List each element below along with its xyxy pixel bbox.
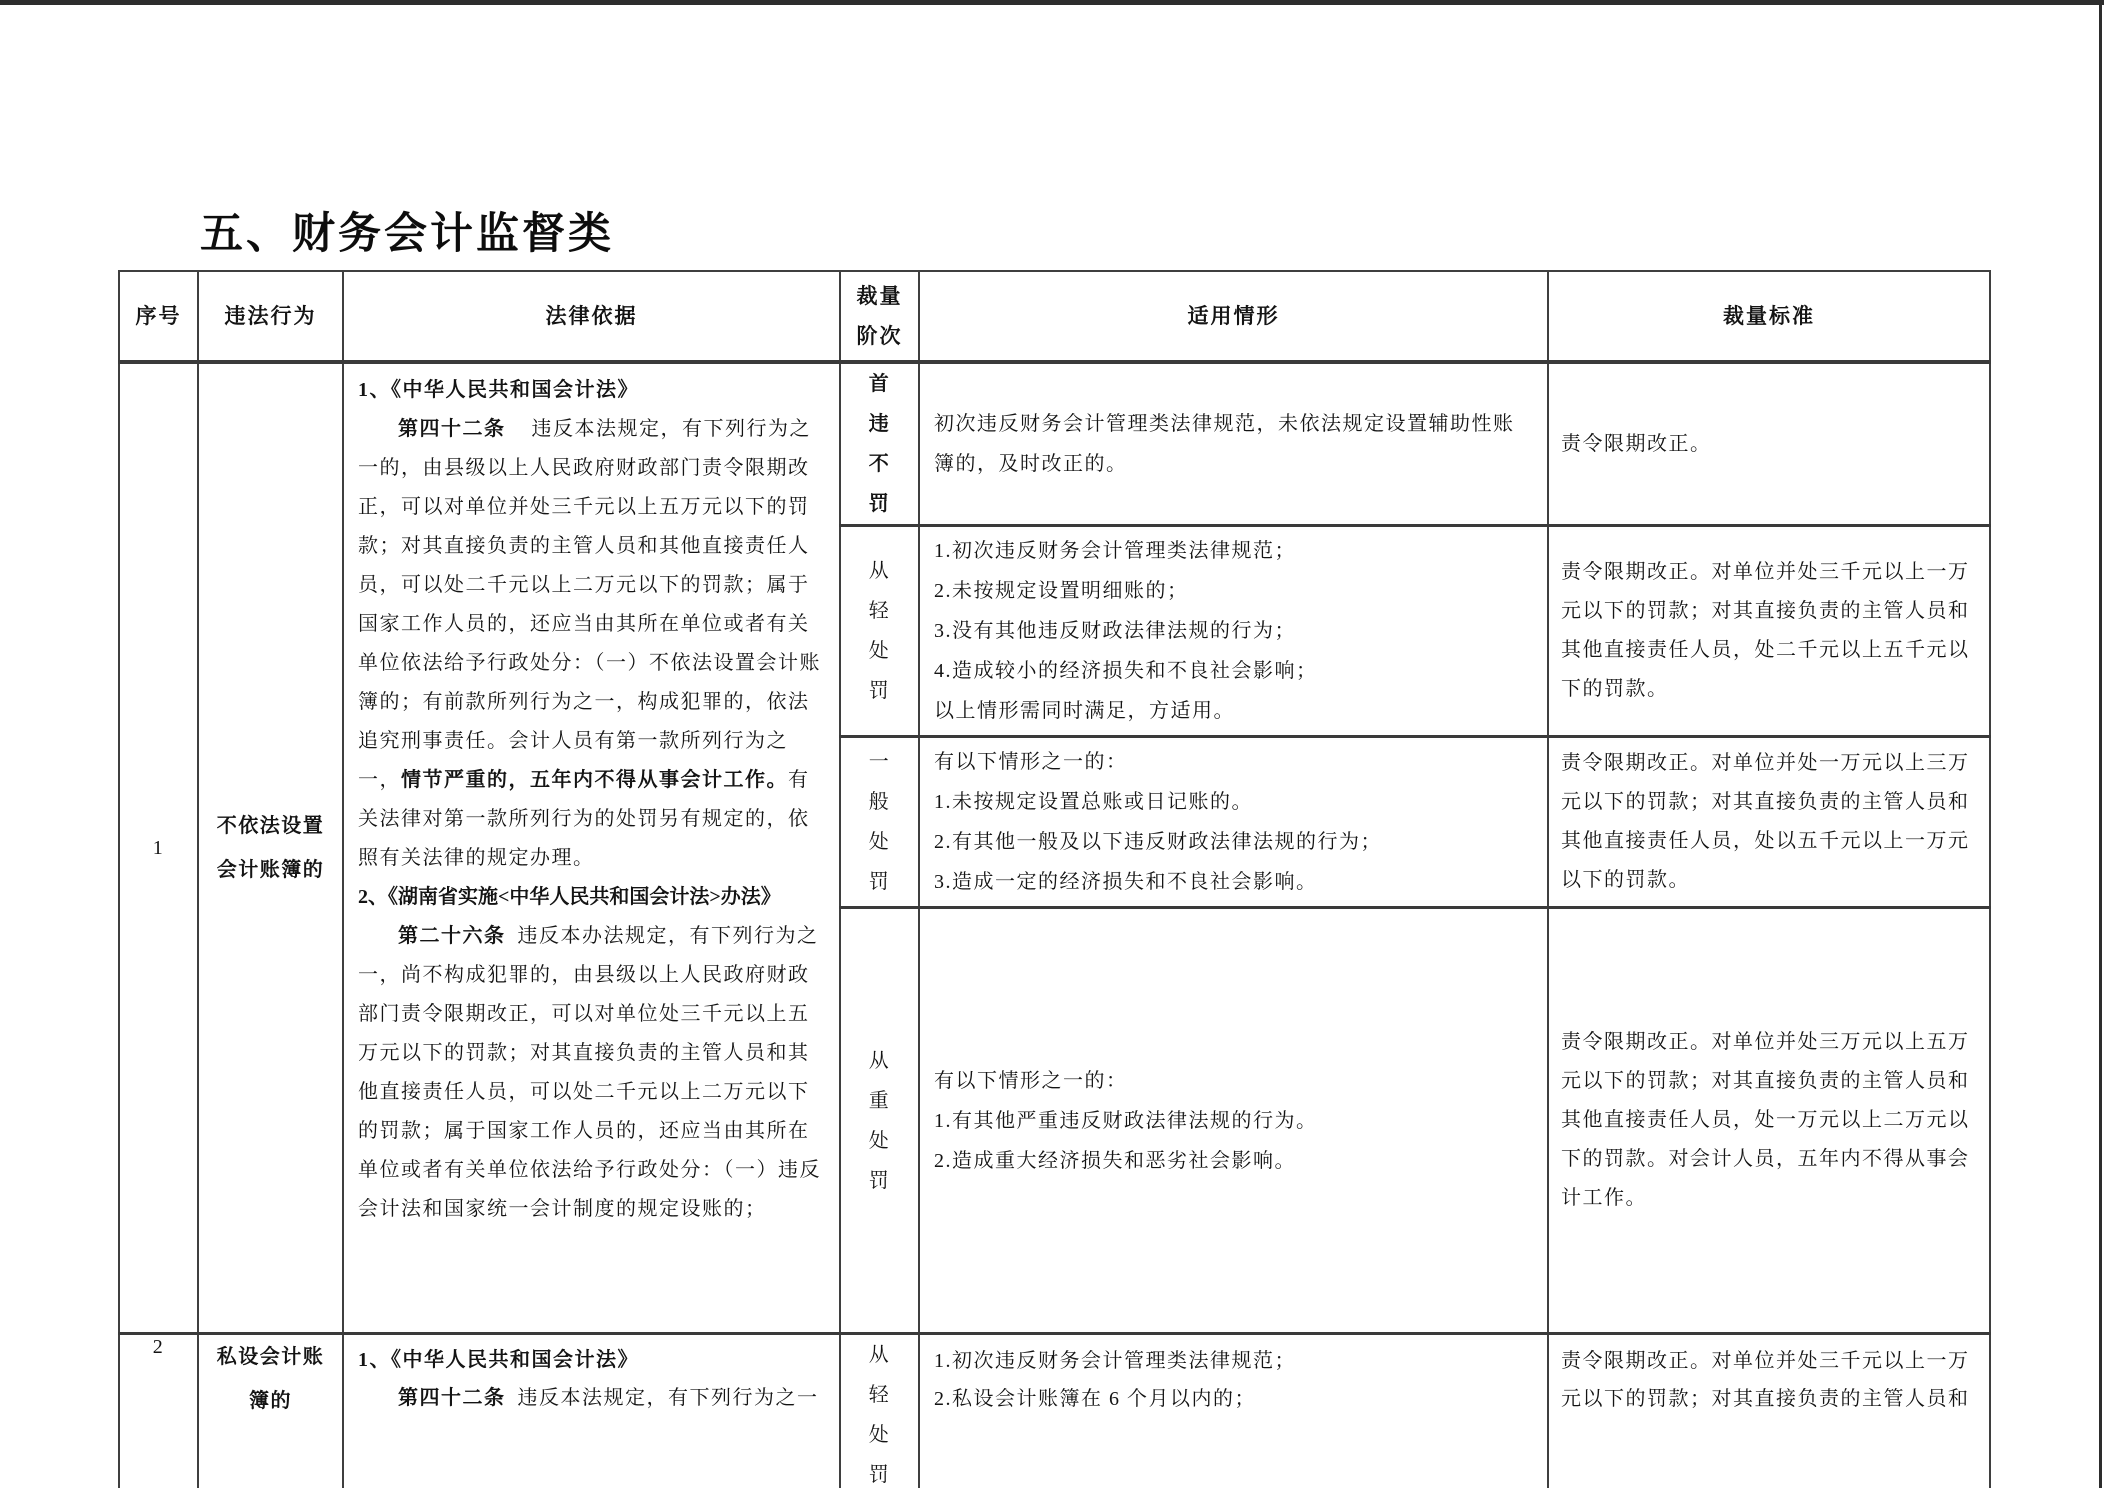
col-header-discretion-tier: 裁量阶次 [840,271,919,362]
law1-article-paragraph [358,410,829,878]
violation-name: 不依法设置会计账簿的 [198,362,343,1334]
situation-text [919,908,1548,1334]
row-index: 2 [119,1334,198,1488]
penalty-discretion-table [118,270,1991,1488]
tier-label-general-penalty: 一般处罚 [840,737,919,908]
scan-edge-right [2099,0,2102,1488]
situation-line: 有以下情形之一的： [934,751,1128,773]
col-header-legal-basis: 法律依据 [343,271,840,362]
situation-line: 3.造成一定的经济损失和不良社会影响。 [934,871,1318,893]
law1-article-paragraph [358,1379,829,1417]
law1-text: 违反本法规定，有下列行为之一 [517,1387,819,1409]
table-row [119,1334,1990,1488]
situation-line: 1.未按规定设置总账或日记账的。 [934,791,1253,813]
situation-line: 3.没有其他违反财政法律法规的行为； [934,620,1296,642]
legal-basis-cell [343,362,840,1334]
page-title: 五、财务会计监督类 [200,210,614,258]
situation-line: 1.初次违反财务会计管理类法律规范； [934,540,1296,562]
law2-title: 2、《湖南省实施<中华人民共和国会计法>办法》 [358,886,781,908]
situation-paragraph: 初次违反财务会计管理类法律规范，未依法规定设置辅助性账簿的，及时改正的。 [934,413,1515,475]
table-row [119,362,1990,526]
tier-label-lighter-penalty: 从轻处罚 [840,526,919,737]
col-header-discretion-standard: 裁量标准 [1548,271,1990,362]
standard-text: 责令限期改正。 [1548,362,1990,526]
standard-text: 责令限期改正。对单位并处一万元以上三万元以下的罚款；对其直接负责的主管人员和其他直接责任人员，处以五千元以上一万元以下的罚款。 [1548,737,1990,908]
situation-line: 2.造成重大经济损失和恶劣社会影响。 [934,1149,1296,1172]
col-header-index: 序号 [119,271,198,362]
law2-article-number: 第二十六条 [398,925,506,947]
law1-article-number: 第四十二条 [398,1387,506,1409]
situation-line: 4.造成较小的经济损失和不良社会影响； [934,660,1318,682]
standard-text: 责令限期改正。对单位并处三千元以上一万元以下的罚款；对其直接负责的主管人员和其他直接责任人员，处二千元以上五千元以下的罚款。 [1548,526,1990,737]
tier-label-first-violation-no-penalty: 首违不罚 [840,362,919,526]
law1-title: 1、《中华人民共和国会计法》 [358,1349,639,1371]
legal-basis-cell [343,1334,840,1488]
situation-text [919,362,1548,526]
row-index: 1 [119,362,198,1334]
situation-line: 1.有其他严重违反财政法律法规的行为。 [934,1109,1318,1132]
situation-line: 2.有其他一般及以下违反财政法律法规的行为； [934,831,1382,853]
situation-line: 有以下情形之一的： [934,1069,1128,1092]
situation-line: 以上情形需同时满足，方适用。 [934,700,1235,722]
col-header-applicable-situation: 适用情形 [919,271,1548,362]
law2-article-paragraph [358,917,829,1229]
situation-line: 2.私设会计账簿在 6 个月以内的； [934,1388,1256,1410]
situation-text [919,737,1548,908]
tier-label-lighter-penalty: 从轻处罚 [840,1334,919,1488]
table-header-row [119,271,1990,362]
law1-article-number: 第四十二条 [398,418,506,440]
law1-bold-clause: 情节严重的，五年内不得从事会计工作。 [401,769,788,791]
law1-text: 违反本法规定，有下列行为之一的，由县级以上人民政府财政部门责令限期改正，可以对单位并处三千元以上五万元以下的罚款；对其直接负责的主管人员和其他直接责任人员，可以处二千元以上二万元以下的罚款；属于国家工作人员的，还应当由其所在单位或者有关单位依法给予行政处分：（一）不依法设置会计账簿的；有前款所列行为之一，构成犯罪的，依法追究刑事责任。会计人员有第一款所列行为之一， [358,418,821,791]
situation-line: 2.未按规定设置明细账的； [934,580,1189,602]
law1-title: 1、《中华人民共和国会计法》 [358,379,639,401]
situation-text [919,526,1548,737]
situation-text [919,1334,1548,1488]
law1-text-cont: 有关法律对第一款所列行为的处罚另有规定的，依照有关法律的规定办理。 [358,769,810,869]
scan-edge-top [0,0,2104,5]
situation-line: 1.初次违反财务会计管理类法律规范； [934,1350,1296,1372]
standard-text: 责令限期改正。对单位并处三千元以上一万元以下的罚款；对其直接负责的主管人员和 [1548,1334,1990,1488]
tier-label-heavier-penalty: 从重处罚 [840,908,919,1334]
col-header-violation: 违法行为 [198,271,343,362]
standard-text: 责令限期改正。对单位并处三万元以上五万元以下的罚款；对其直接负责的主管人员和其他直接责任人员，处一万元以上二万元以下的罚款。对会计人员，五年内不得从事会计工作。 [1548,908,1990,1334]
law2-text: 违反本办法规定，有下列行为之一，尚不构成犯罪的，由县级以上人民政府财政部门责令限期改正，可以对单位处三千元以上五万元以下的罚款；对其直接负责的主管人员和其他直接责任人员，可以处二千元以上二万元以下的罚款；属于国家工作人员的，还应当由其所在单位或者有关单位依法给予行政处分：（一）违反会计法和国家统一会计制度的规定设账的； [358,925,821,1220]
violation-name: 私设会计账簿的 [198,1334,343,1488]
